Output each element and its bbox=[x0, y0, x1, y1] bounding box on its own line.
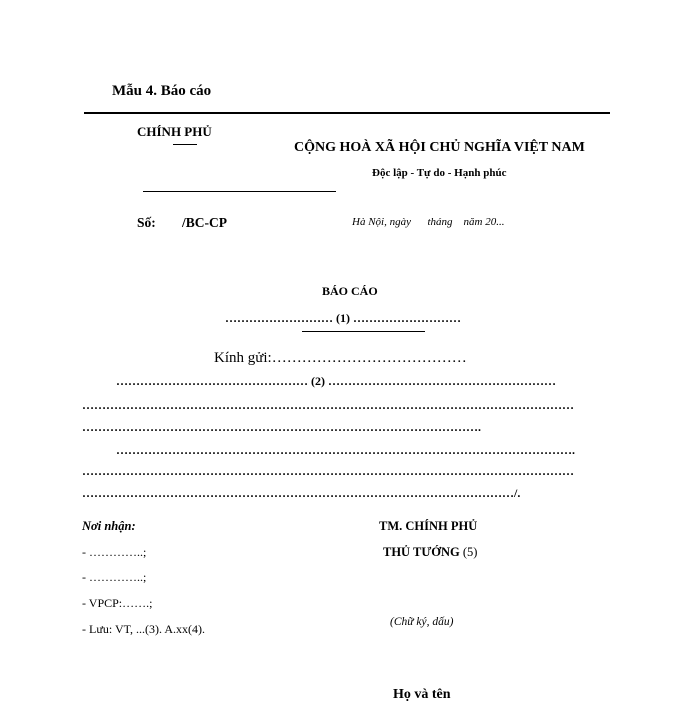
signature-on-behalf: TM. CHÍNH PHỦ bbox=[379, 519, 478, 533]
body-line: …………………………………………………………………………………………………………… bbox=[82, 398, 574, 412]
place-and-date: Hà Nội, ngày tháng năm 20... bbox=[352, 216, 505, 228]
body-line: ………………………………………………………………………………………………/. bbox=[82, 486, 521, 500]
signer-name: Họ và tên bbox=[393, 687, 451, 702]
document-number-code: /BC-CP bbox=[182, 215, 227, 230]
recipient-item: - VPCP:…….; bbox=[82, 596, 153, 610]
signature-title-note: (5) bbox=[462, 545, 478, 559]
recipient-item: - Lưu: VT, ...(3). A.xx(4). bbox=[82, 622, 206, 636]
issuer-underline bbox=[173, 144, 197, 145]
signature-title: THỦ TƯỚNG bbox=[383, 545, 460, 559]
document-subtitle: ……………………… (1) ……………………… bbox=[225, 311, 461, 325]
signature-title-block bbox=[383, 545, 477, 560]
recipients-heading: Nơi nhận: bbox=[82, 519, 136, 533]
recipient-item: - …………..; bbox=[82, 545, 147, 559]
document-title: BÁO CÁO bbox=[322, 284, 378, 298]
national-title: CỘNG HOÀ XÃ HỘI CHỦ NGHĨA VIỆT NAM bbox=[294, 140, 585, 155]
subtitle-underline bbox=[302, 331, 425, 332]
recipient-line: Kính gửi:………………………………… bbox=[214, 350, 467, 366]
signature-note: (Chữ ký, dấu) bbox=[390, 616, 454, 628]
document-number-label: Số: bbox=[137, 215, 156, 230]
body-line: ………………………………………… (2) ………………………………………………… bbox=[116, 374, 556, 388]
body-line: …………………………………………………………………………………………………………… bbox=[82, 464, 574, 478]
top-divider bbox=[84, 112, 610, 114]
body-line: ……………………………………………………………………………………………………. bbox=[116, 443, 575, 457]
national-motto: Độc lập - Tự do - Hạnh phúc bbox=[372, 167, 507, 179]
issuing-authority: CHÍNH PHỦ bbox=[137, 124, 212, 139]
left-header-rule bbox=[143, 191, 336, 192]
body-line: ………………………………………………………………………………………. bbox=[82, 420, 481, 434]
form-label: Mẫu 4. Báo cáo bbox=[112, 83, 212, 99]
recipient-item: - …………..; bbox=[82, 570, 147, 584]
